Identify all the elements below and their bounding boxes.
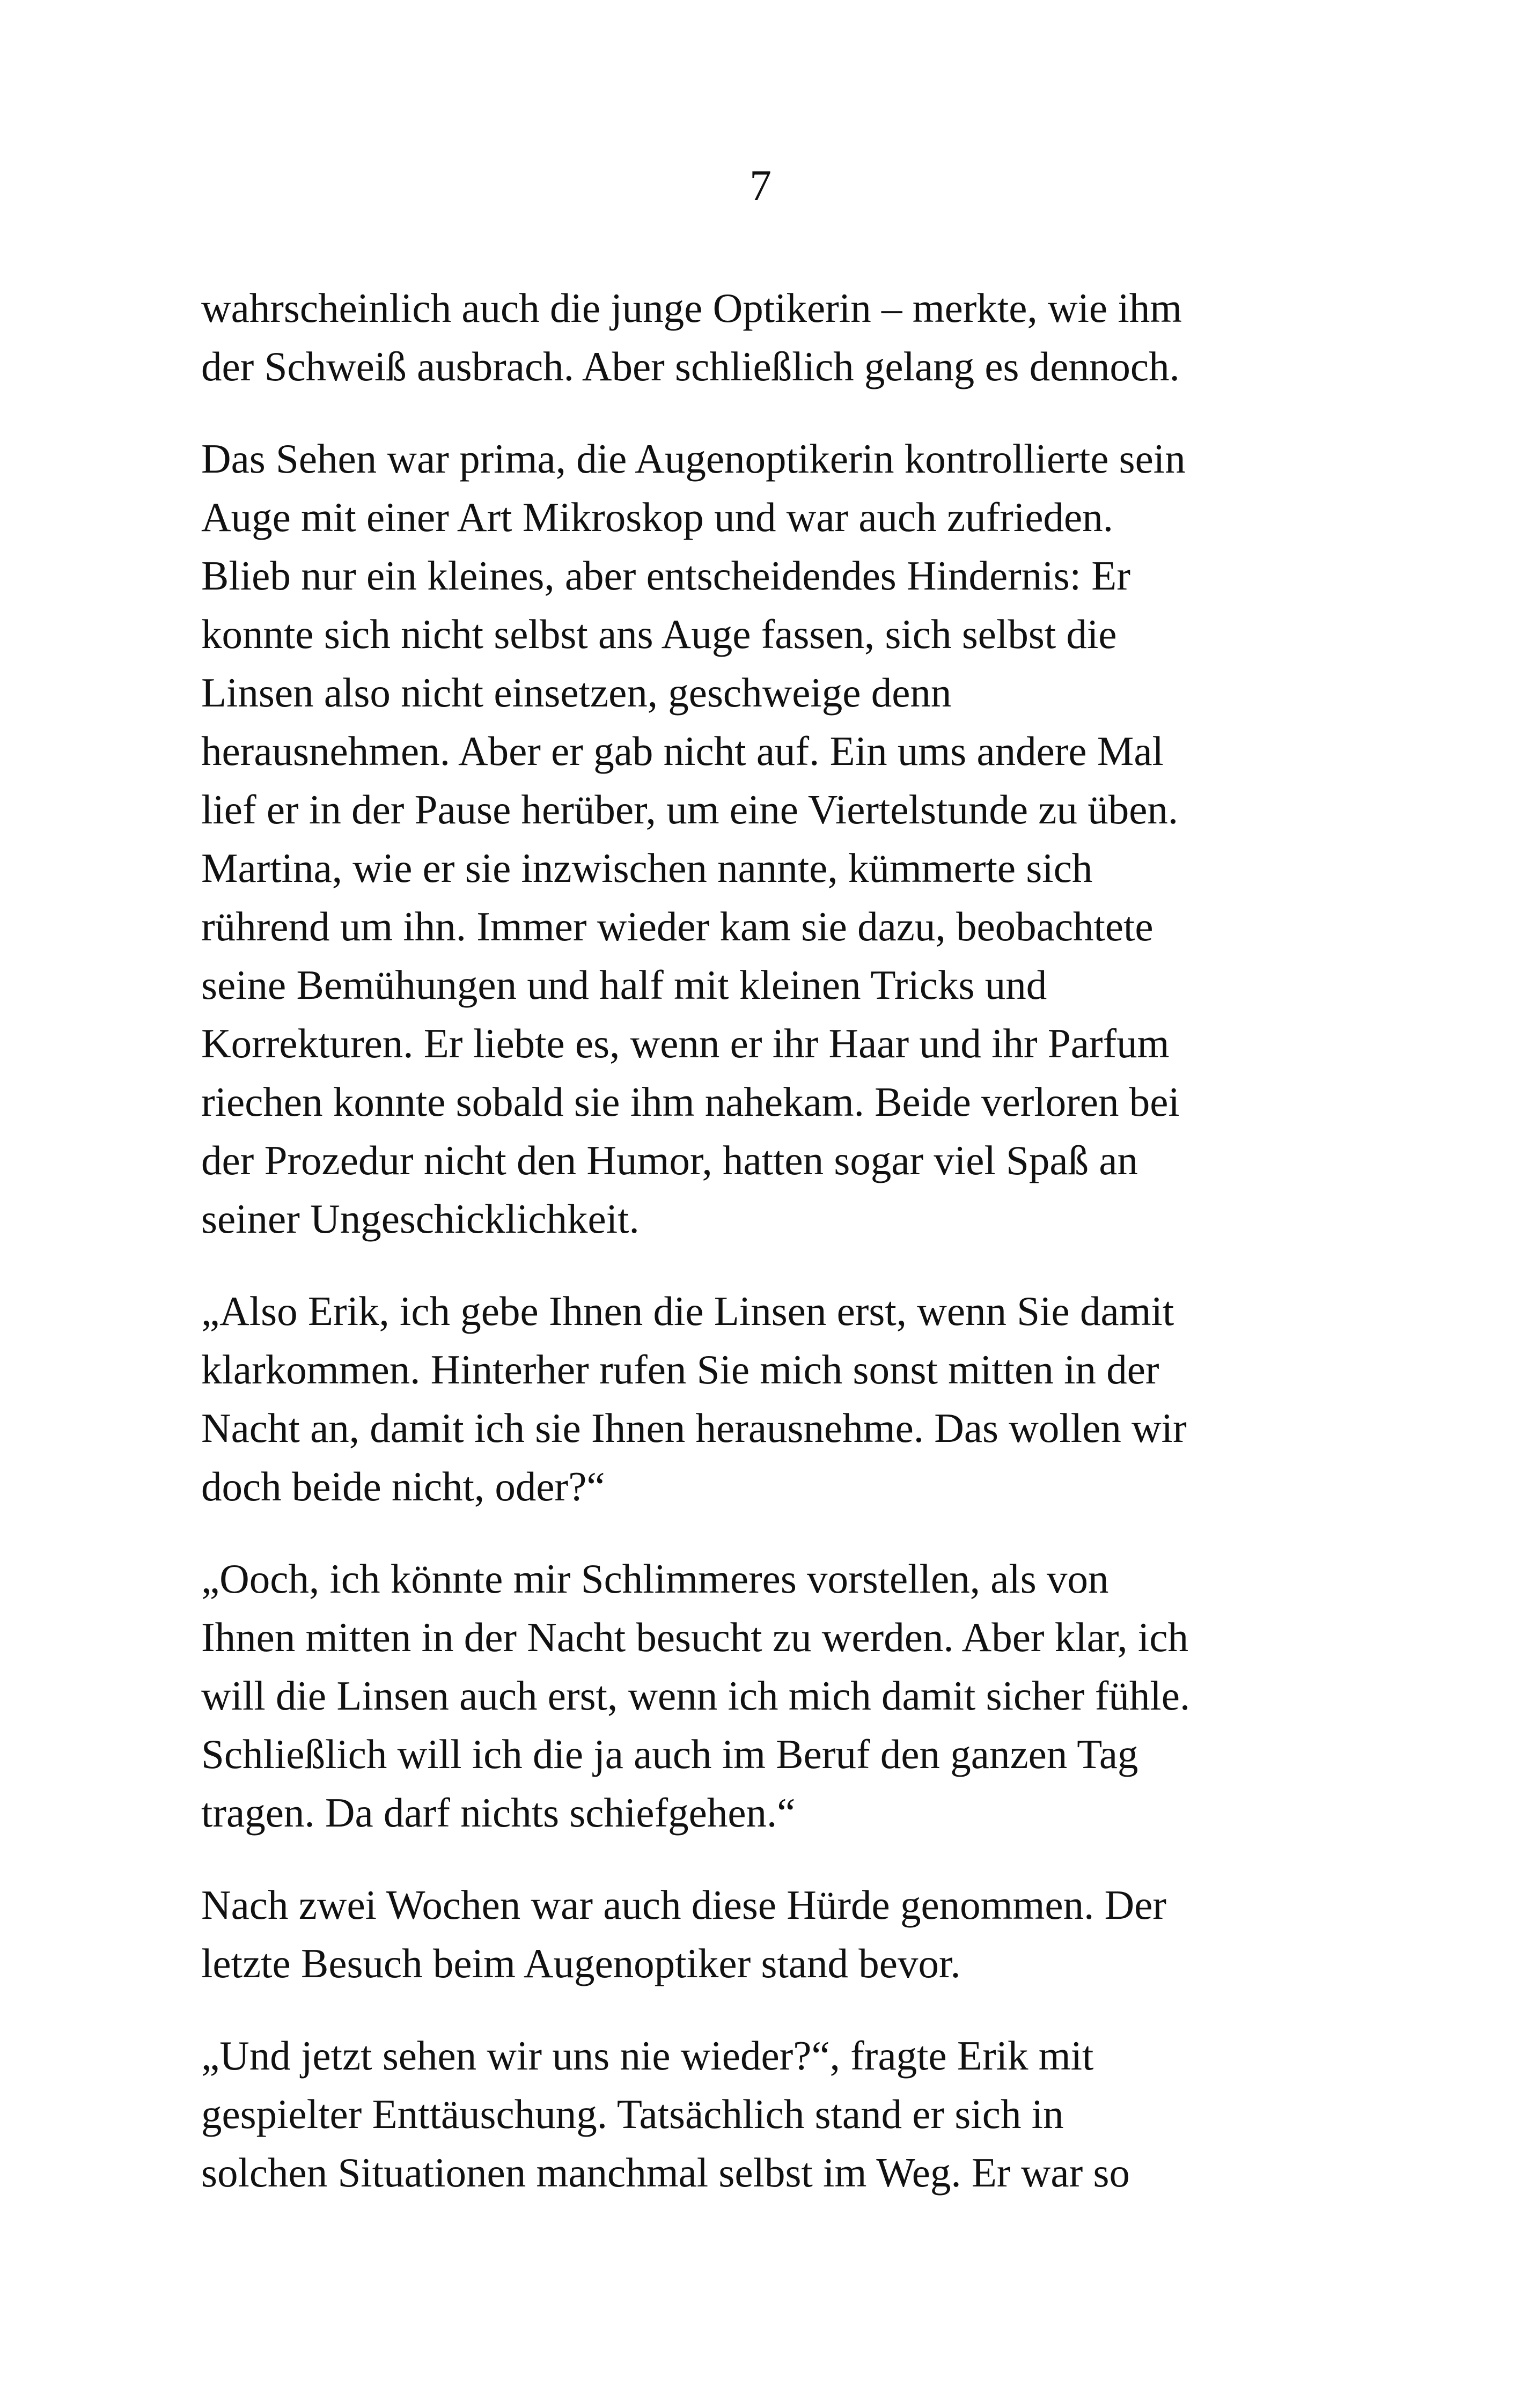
text-line: „Und jetzt sehen wir uns nie wieder?“, fragte Erik mit: [201, 2033, 1094, 2079]
text-line: doch beide nicht, oder?“: [201, 1463, 605, 1509]
text-line: Das Sehen war prima, die Augenoptikerin kontrollierte sein: [201, 436, 1186, 482]
paragraph: [201, 2027, 1382, 2202]
text-line: klarkommen. Hinterher rufen Sie mich sonst mitten in der: [201, 1346, 1159, 1393]
text-line: Korrekturen. Er liebte es, wenn er ihr Haar und ihr Parfum: [201, 1020, 1170, 1066]
text-line: Ihnen mitten in der Nacht besucht zu werden. Aber klar, ich: [201, 1614, 1188, 1660]
text-line: Linsen also nicht einsetzen, geschweige denn: [201, 669, 952, 716]
text-line: Schließlich will ich die ja auch im Beruf den ganzen Tag: [201, 1731, 1138, 1777]
text-line: gespielter Enttäuschung. Tatsächlich stand er sich in: [201, 2091, 1064, 2137]
text-line: will die Linsen auch erst, wenn ich mich damit sicher fühle.: [201, 1673, 1191, 1719]
page-number: 7: [750, 161, 771, 210]
text-line: Blieb nur ein kleines, aber entscheidendes Hindernis: Er: [201, 553, 1130, 599]
text-line: rührend um ihn. Immer wieder kam sie dazu, beobachtete: [201, 903, 1153, 949]
paragraph: [201, 279, 1382, 396]
text-line: solchen Situationen manchmal selbst im Weg. Er war so: [201, 2149, 1130, 2196]
text-line: seiner Ungeschicklichkeit.: [201, 1196, 640, 1242]
text-line: Auge mit einer Art Mikroskop und war auch zufrieden.: [201, 494, 1113, 540]
text-line: wahrscheinlich auch die junge Optikerin – merkte, wie ihm: [201, 285, 1182, 331]
text-line: herausnehmen. Aber er gab nicht auf. Ein ums andere Mal: [201, 728, 1164, 774]
text-line: der Schweiß ausbrach. Aber schließlich gelang es dennoch.: [201, 343, 1180, 389]
text-line: Nacht an, damit ich sie Ihnen herausnehme. Das wollen wir: [201, 1405, 1187, 1451]
text-line: tragen. Da darf nichts schiefgehen.“: [201, 1790, 796, 1836]
body-text: [201, 279, 1382, 2236]
paragraph: [201, 1282, 1382, 1516]
text-line: konnte sich nicht selbst ans Auge fassen, sich selbst die: [201, 611, 1117, 657]
text-line: lief er in der Pause herüber, um eine Viertelstunde zu üben.: [201, 786, 1179, 833]
text-line: seine Bemühungen und half mit kleinen Tricks und: [201, 962, 1047, 1008]
text-line: „Also Erik, ich gebe Ihnen die Linsen erst, wenn Sie damit: [201, 1288, 1174, 1334]
text-line: der Prozedur nicht den Humor, hatten sogar viel Spaß an: [201, 1137, 1138, 1183]
text-line: letzte Besuch beim Augenoptiker stand bevor.: [201, 1940, 961, 1986]
paragraph: [201, 1550, 1382, 1842]
text-line: „Ooch, ich könnte mir Schlimmeres vorstellen, als von: [201, 1556, 1109, 1602]
text-line: riechen konnte sobald sie ihm nahekam. Beide verloren bei: [201, 1079, 1180, 1125]
text-line: Martina, wie er sie inzwischen nannte, kümmerte sich: [201, 845, 1093, 891]
paragraph: [201, 430, 1382, 1248]
paragraph: [201, 1876, 1382, 1993]
text-line: Nach zwei Wochen war auch diese Hürde genommen. Der: [201, 1882, 1167, 1928]
